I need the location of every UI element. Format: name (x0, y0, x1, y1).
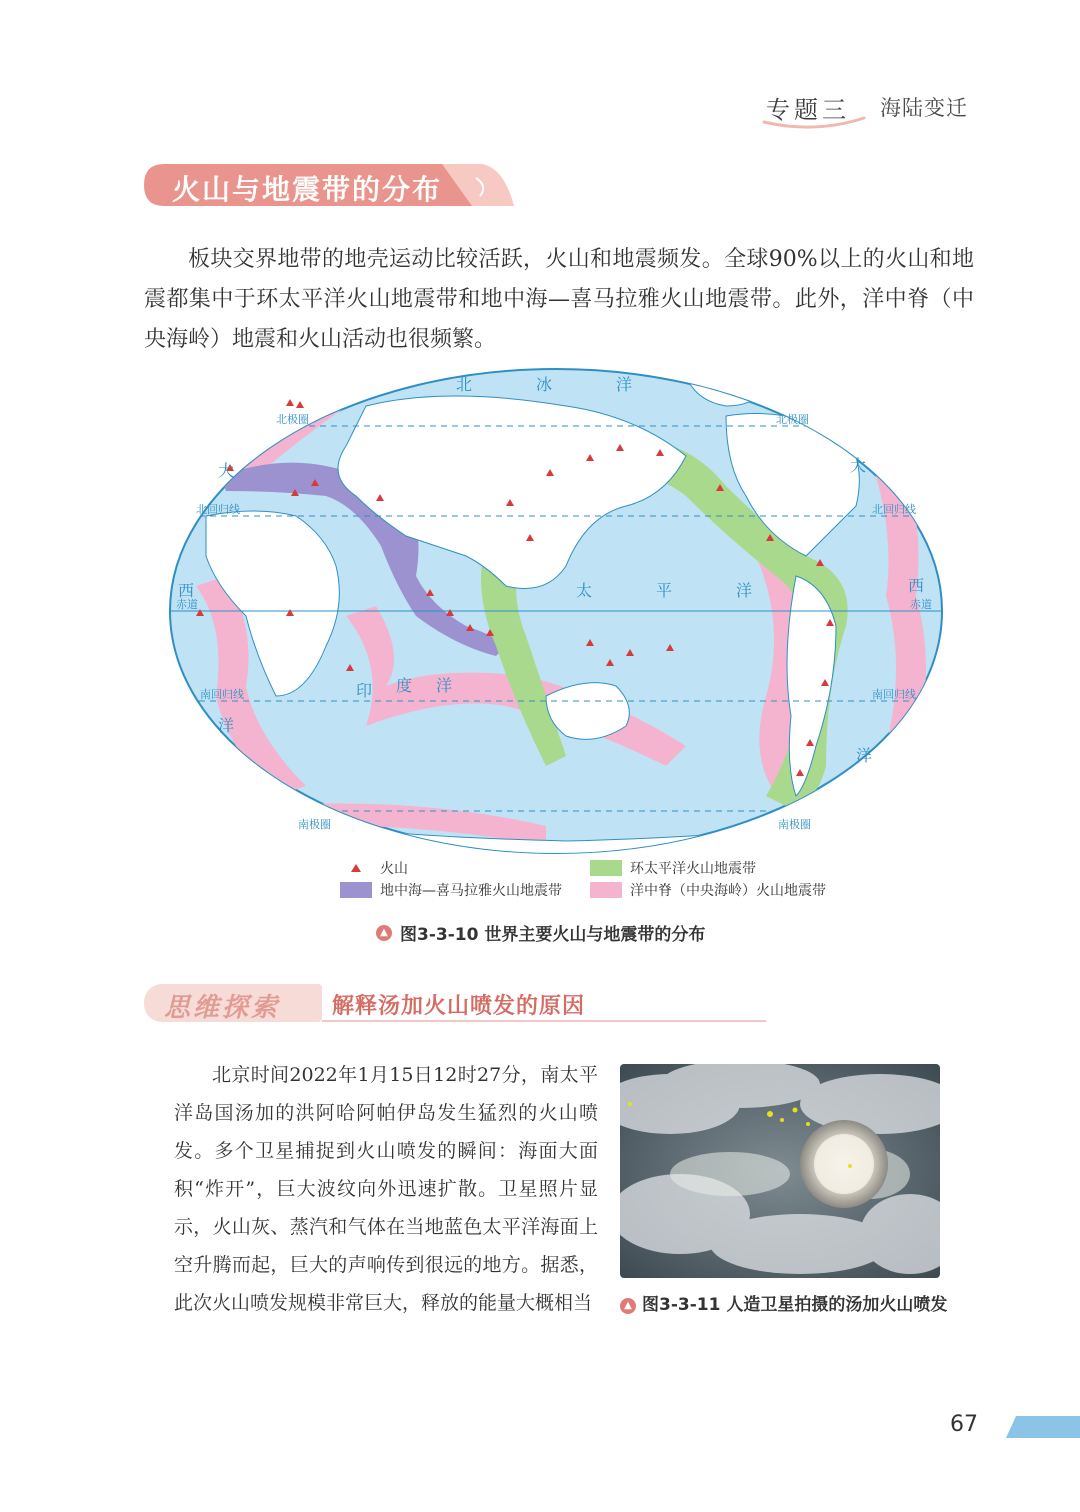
volcano-icon (351, 864, 361, 872)
explore-header (144, 984, 624, 1026)
label-pacific-2: 平 (656, 581, 673, 600)
label-atl-right-mid: 西 (908, 576, 925, 595)
legend-ridge (590, 880, 826, 900)
label-arctic-circle-left: 北极圈 (276, 413, 309, 426)
intro-paragraph (144, 240, 974, 360)
chapter-number: 专题三 (766, 96, 850, 124)
label-antarctic-circle-right: 南极圈 (778, 818, 811, 831)
figure-caption-text: 图3-3-10 世界主要火山与地震带的分布 (400, 925, 706, 945)
chapter-header (760, 86, 980, 130)
explore-underline (322, 1020, 766, 1022)
label-atl-right-top: 大 (850, 456, 867, 475)
label-indian-1: 印 (356, 681, 373, 700)
intro-text: 板块交界地带的地壳运动比较活跃，火山和地震频发。全球90%以上的火山和地震都集中于环太平洋火山地震带和地中海—喜马拉雅火山地震带。此外，洋中脊（中央海岭）地震和火山活动也很频繁。 (144, 247, 974, 352)
label-indian-3: 洋 (436, 676, 453, 695)
page-number: 67 (950, 1412, 978, 1437)
map-legend (340, 858, 860, 904)
legend-mediterranean (340, 880, 562, 900)
label-atl-right-bottom: 洋 (856, 746, 873, 765)
label-arctic-1: 北 (456, 375, 473, 394)
figure-caption (376, 920, 705, 945)
legend-volcano-label: 火山 (380, 861, 408, 877)
explore-tag-label: 思维探索 (164, 993, 281, 1023)
label-tropic-capricorn-right: 南回归线 (872, 688, 916, 701)
story-text: 北京时间2022年1月15日12时27分，南太平洋岛国汤加的洪阿哈阿帕伊岛发生猛烈的火山喷发。多个卫星捕捉到火山喷发的瞬间：海面大面积“炸开”，巨大波纹向外迅速扩散。卫星照片显示，火山灰、蒸汽和气体在当地蓝色太平洋海面上空升腾而起，巨大的声响传到很远的地方。据悉，此次火山喷发规模非常巨大，释放的能量大概相当 (174, 1064, 598, 1314)
legend-pacific-label: 环太平洋火山地震带 (630, 861, 756, 877)
chapter-title: 海陆变迁 (880, 96, 968, 120)
mediterranean-swatch (340, 882, 372, 898)
explore-topic: 解释汤加火山喷发的原因 (332, 994, 586, 1019)
section-banner (142, 162, 514, 208)
label-pacific-1: 太 (576, 581, 593, 600)
photo-caption (620, 1290, 950, 1320)
legend-pacific (590, 858, 756, 878)
label-arctic-3: 洋 (616, 375, 633, 394)
world-map (166, 366, 946, 856)
pacific-swatch (590, 860, 622, 876)
label-tropic-cancer-left: 北回归线 (196, 503, 240, 516)
label-arctic-2: 冰 (536, 375, 553, 394)
label-indian-2: 度 (396, 676, 413, 695)
legend-ridge-label: 洋中脊（中央海岭）火山地震带 (630, 883, 826, 899)
legend-mediterranean-label: 地中海—喜马拉雅火山地震带 (380, 883, 562, 899)
explore-tag (144, 984, 322, 1022)
photo-caption-text: 图3-3-11 人造卫星拍摄的汤加火山喷发 (642, 1295, 948, 1315)
section-title: 火山与地震带的分布 (172, 173, 443, 206)
ridge-swatch (590, 882, 622, 898)
header-swoosh (760, 110, 870, 130)
legend-volcano (340, 858, 408, 878)
photo-badge-icon: ▲ (620, 1298, 636, 1314)
satellite-photo-svg (620, 1064, 940, 1278)
label-tropic-capricorn-left: 南回归线 (200, 688, 244, 701)
label-atl-left-mid: 西 (178, 581, 195, 600)
map-svg (166, 366, 946, 856)
label-pacific-3: 洋 (736, 581, 753, 600)
label-tropic-cancer-right: 北回归线 (872, 503, 916, 516)
figure-badge-icon: ▲ (376, 925, 392, 941)
label-atl-left-bottom: 洋 (218, 716, 235, 735)
story-paragraph (174, 1056, 598, 1322)
label-equator-right: 赤道 (910, 598, 932, 611)
label-arctic-circle-right: 北极圈 (776, 413, 809, 426)
label-antarctic-circle-left: 南极圈 (298, 818, 331, 831)
satellite-photo (620, 1064, 940, 1278)
label-equator-left: 赤道 (176, 598, 198, 611)
label-atl-left-top: 大 (218, 461, 235, 480)
page-tab (1006, 1416, 1080, 1438)
